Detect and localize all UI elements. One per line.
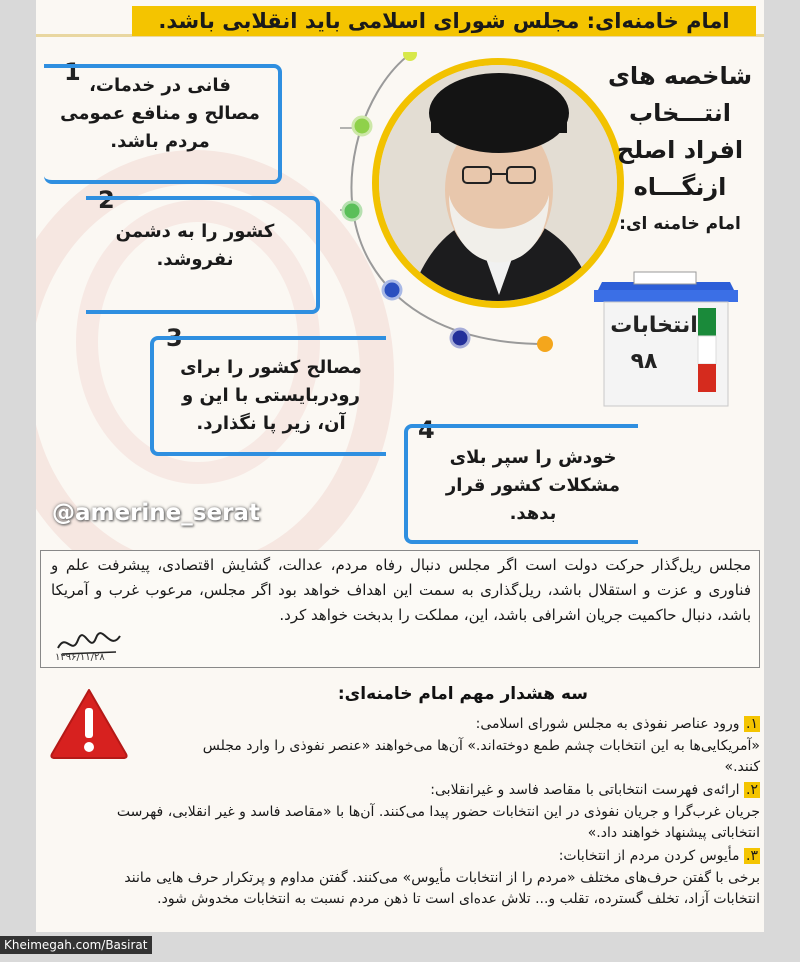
warning-heading: مأیوس کردن مردم از انتخابات: (558, 848, 740, 864)
warnings-title: سه هشدار مهم امام خامنه‌ای: (337, 684, 588, 704)
timeline-dot (403, 52, 417, 61)
timeline-dot (451, 329, 469, 347)
timeline-dot (537, 336, 553, 352)
criterion-text: فانی در خدمات، مصالح و منافع عمومی مردم باشد. (60, 75, 260, 152)
heading-line: شاخصه های (607, 62, 753, 90)
warning-body: برخی با گفتن حرف‌های مختلف «مردم را از انتخابات مأیوس» می‌کنند. گفتن مداوم و پرتکرار حرف هایی مانند انتخابات آزاد، تخلف گسترده، تقلب و... تلاش عده‌ای است تا ذهن مردم نسبت به انتخابات مخدوش شود. (124, 870, 760, 907)
page-title: امام خامنه‌ای: مجلس شورای اسلامی باید انقلابی باشد. (132, 6, 756, 36)
heading-subtitle: امام خامنه ای: (619, 214, 741, 234)
warning-item (80, 846, 760, 867)
timeline-dot (343, 202, 361, 220)
quote-text: مجلس ریل‌گذار حرکت دولت است اگر مجلس دنبال رفاه مردم، عدالت، گشایش اقتصادی، پیشرفت علم و فناوری و عزت و استقلال باشد، ریل‌گذاری به سمت این اهداف خواهد بود اگر مجلس، مرعوب غرب و آمریکا باشد، دنبال حاکمیت جریان اشرافی باشد، این، مملکت را بدبخت خواهد کرد. (51, 556, 751, 624)
criterion-text: کشور را به دشمن نفروشد. (115, 221, 275, 270)
criterion-number: 3 (166, 324, 183, 352)
warning-number: ۱. (746, 716, 758, 732)
portrait-photo (379, 65, 617, 301)
warning-body: جریان غرب‌گرا و جریان نفوذی در این انتخابات حضور پیدا می‌کنند. آن‌ها با «مقاصد فاسد و غیر انقلابی، فهرست انتخاباتی پیشنهاد خواهند داد.» (116, 804, 760, 841)
warning-icon (48, 686, 130, 760)
portrait-frame (372, 58, 624, 308)
criterion-number: 2 (98, 186, 115, 214)
portrait-figure (379, 65, 617, 301)
ballot-box-icon (590, 264, 750, 414)
ballot-label: انتخابات (610, 313, 698, 338)
source-footer: Kheimegah.com/Basirat (0, 936, 152, 954)
warning-heading: ورود عناصر نفوذی به مجلس شورای اسلامی: (475, 716, 740, 732)
heading-line: ازنگـــاه (633, 173, 727, 201)
heading-line: انتـــخاب (628, 99, 732, 127)
timeline-dot (353, 117, 371, 135)
quote-date: ۱۳۹۶/۱۱/۲۸ (55, 652, 105, 663)
warning-item (200, 714, 760, 735)
heading-line: افراد اصلح (616, 136, 744, 164)
criterion-number: 4 (418, 416, 435, 444)
ballot-number: ۹۸ (630, 349, 658, 374)
warning-number: ۲. (746, 782, 758, 798)
criterion-text: خودش را سپر بلای مشکلات کشور قرار بدهد. (445, 447, 621, 524)
criterion-number: 1 (64, 58, 81, 86)
warning-number: ۳. (746, 848, 758, 864)
criterion-text: مصالح کشور را برای رودربایستی با این و آن، زیر پا نگذارد. (180, 357, 362, 434)
warning-body: «آمریکایی‌ها به این انتخابات چشم طمع دوخته‌اند.» آن‌ها می‌خواهند «عنصر نفوذی را وارد مجلس کنند.» (202, 738, 760, 775)
timeline-dot (383, 281, 401, 299)
watermark-handle: @amerine_serat (52, 500, 260, 526)
warning-heading: ارائه‌ی فهرست انتخاباتی با مقاصد فاسد و غیرانقلابی: (430, 782, 740, 798)
quote-box (40, 550, 760, 668)
warning-item (80, 780, 760, 801)
main-heading (600, 58, 760, 243)
